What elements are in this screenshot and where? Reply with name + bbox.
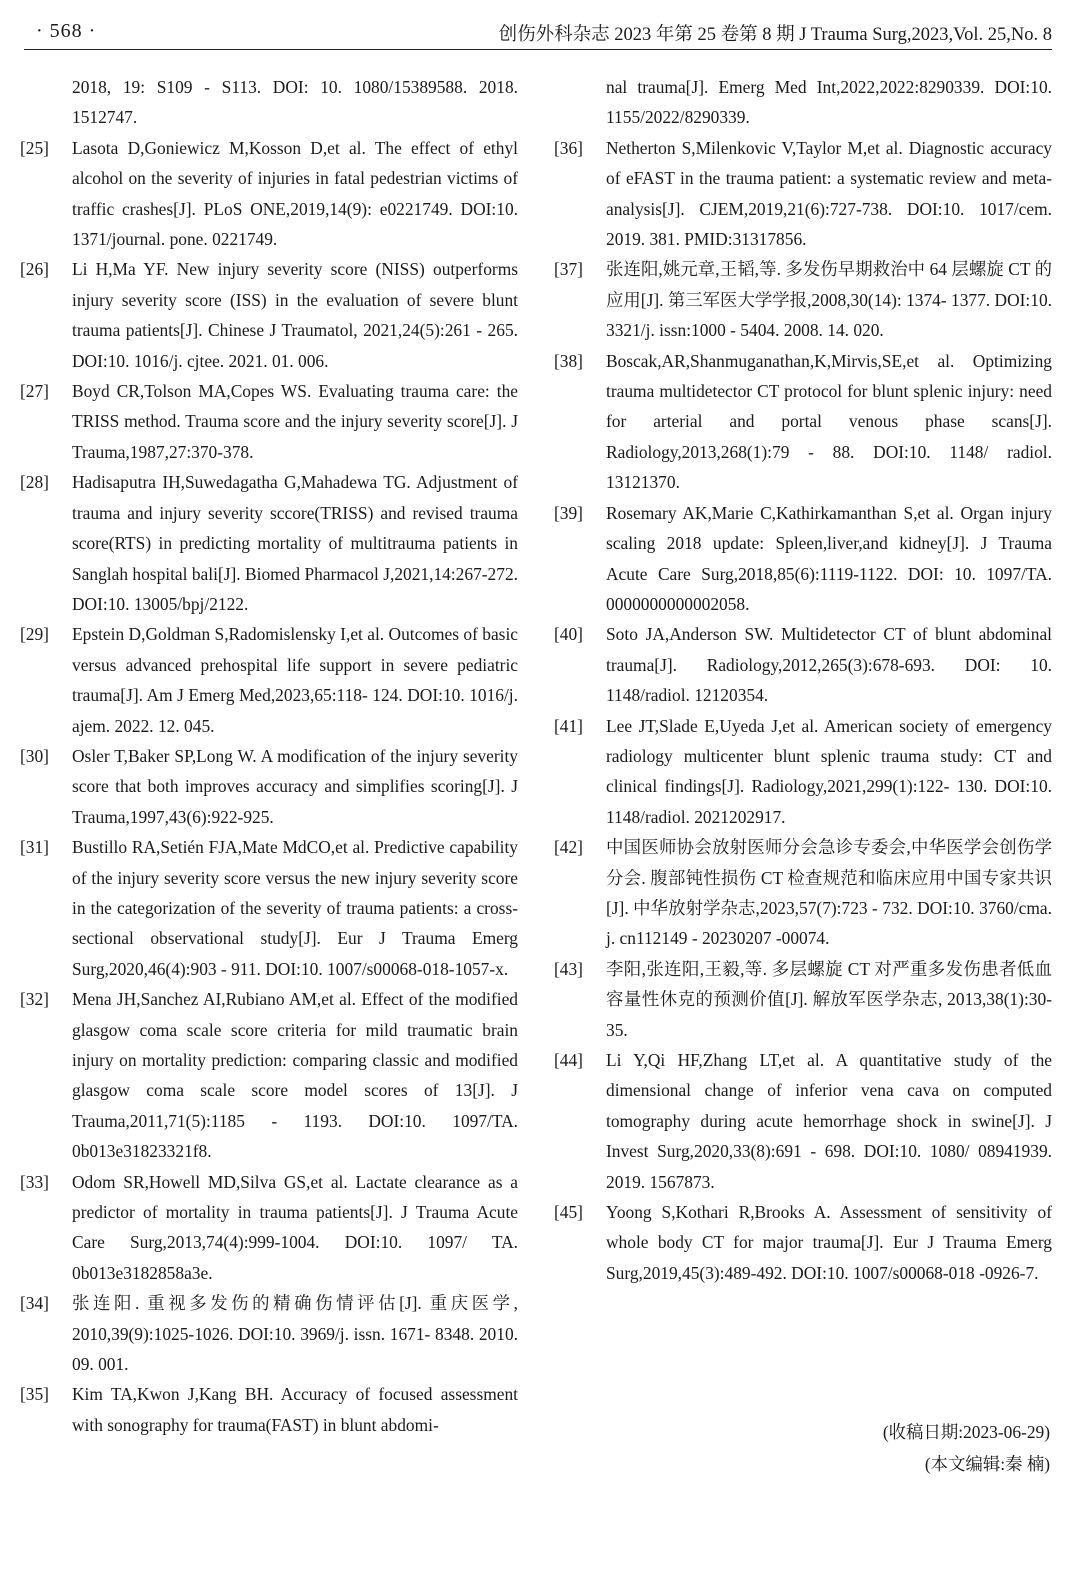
reference-text: Li H,Ma YF. New injury severity score (NISS) outperforms injury severity score (ISS) in the evaluation of severe blunt trauma patients[J]. Chinese J Traumatol, 2021,24(5):261 - 265. DOI:10. 1016/j. cjtee. 2021. 01. 006. [72, 259, 518, 371]
reference-text: Lasota D,Goniewicz M,Kosson D,et al. The effect of ethyl alcohol on the severity of injuries in fatal pedestrian victims of traffic crashes[J]. PLoS ONE,2019,14(9): e0221749. DOI:10. 1371/journal. pone. 0221749. [72, 137, 518, 250]
reference-continuation [20, 72, 518, 133]
reference-number: [29] [20, 624, 49, 645]
reference-number: [38] [554, 350, 583, 371]
reference-entry [20, 1288, 518, 1379]
reference-text: Li Y,Qi HF,Zhang LT,et al. A quantitative study of the dimensional change of inferior vena cava on computed tomography during acute hemorrhage shock in swine[J]. J Invest Surg,2020,33(8):691 - 698. DOI:10. 1080/ 08941939. 2019. 1567873. [606, 1050, 1052, 1192]
reference-number: [43] [554, 958, 583, 979]
reference-number: [42] [554, 837, 583, 858]
page-header [24, 18, 1052, 52]
reference-number: [44] [554, 1050, 583, 1070]
left-column [20, 72, 518, 1440]
reference-number: [26] [20, 259, 49, 280]
reference-text: Mena JH,Sanchez AI,Rubiano AM,et al. Effect of the modified glasgow coma scale score criteria for mild traumatic brain injury on mortality prediction: comparing classic and modified glasgow coma scale score model scores of 13[J]. J Trauma,2011,71(5):1185 - 1193. DOI:10. 1097/TA. 0b013e31823321f8. [72, 989, 518, 1162]
reference-entry [554, 619, 1052, 710]
reference-text: 张连阳. 重视多发伤的精确伤情评估[J]. 重庆医学, 2010,39(9):1025-1026. DOI:10. 3969/j. issn. 1671- 8348. 2010. 09. 001. [72, 1293, 518, 1375]
reference-entry [20, 254, 518, 376]
reference-text: 张连阳,姚元章,王韬,等. 多发伤早期救治中 64 层螺旋 CT 的应用[J]. 第三军医大学学报,2008,30(14): 1374- 1377. DOI:10. 3321/j. issn:1000 - 5404. 2008. 14. 020. [606, 259, 1052, 341]
reference-number: [35] [20, 1384, 49, 1405]
reference-text: Rosemary AK,Marie C,Kathirkamanthan S,et al. Organ injury scaling 2018 update: Spleen,liver,and kidney[J]. J Trauma Acute Care Surg,2018,85(6):1119-1122. DOI: 10. 1097/TA. 0000000000002058. [606, 502, 1052, 614]
reference-number: [25] [20, 137, 49, 158]
reference-entry [554, 832, 1052, 954]
reference-entry [20, 619, 518, 741]
reference-text: Boyd CR,Tolson MA,Copes WS. Evaluating trauma care: the TRISS method. Trauma score and the injury severity score[J]. J Trauma,1987,27:370-378. [72, 381, 518, 462]
reference-text: Netherton S,Milenkovic V,Taylor M,et al. Diagnostic accuracy of eFAST in the trauma patient: a systematic review and meta-analysis[J]. CJEM,2019,21(6):727-738. DOI:10. 1017/cem. 2019. 381. PMID:31317856. [606, 137, 1052, 250]
reference-number: [27] [20, 381, 49, 402]
reference-number: [32] [20, 989, 49, 1010]
reference-text: Yoong S,Kothari R,Brooks A. Assessment of sensitivity of whole body CT for major trauma[J]. Eur J Trauma Emerg Surg,2019,45(3):489-492. DOI:10. 1007/s00068-018 -0926-7. [606, 1202, 1052, 1283]
reference-entry [20, 741, 518, 832]
reference-entry [554, 133, 1052, 255]
editor-note: (本文编辑:秦 楠) [924, 1454, 1050, 1474]
reference-continuation [554, 72, 1052, 133]
reference-text: 2018, 19: S109 - S113. DOI: 10. 1080/15389588. 2018. 1512747. [72, 77, 518, 128]
reference-text: Osler T,Baker SP,Long W. A modification of the injury severity score that both improves accuracy and simplifies scoring[J]. J Trauma,1997,43(6):922-925. [72, 745, 518, 827]
article-footer [883, 1416, 1050, 1480]
reference-number: [45] [554, 1202, 583, 1223]
reference-number: [30] [20, 745, 49, 766]
reference-entry [554, 954, 1052, 1045]
reference-text: Kim TA,Kwon J,Kang BH. Accuracy of focused assessment with sonography for trauma(FAST) in blunt abdomi- [72, 1384, 518, 1435]
reference-entry [20, 1167, 518, 1289]
reference-number: [41] [554, 715, 583, 736]
reference-text: Lee JT,Slade E,Uyeda J,et al. American society of emergency radiology multicenter blunt splenic trauma study: CT and clinical findings[J]. Radiology,2021,299(1):122- 130. DOI:10. 1148/radiol. 2021202917. [606, 715, 1052, 827]
reference-entry [20, 832, 518, 984]
reference-number: [31] [20, 837, 49, 858]
right-column [554, 72, 1052, 1288]
reference-text: Bustillo RA,Setién FJA,Mate MdCO,et al. Predictive capability of the injury severity score versus the new injury severity score in the categorization of the severity of trauma patients: a cross-sectional observational study[J]. Eur J Trauma Emerg Surg,2020,46(4):903 - 911. DOI:10. 1007/s00068-018-1057-x. [72, 837, 518, 979]
reference-text: Epstein D,Goldman S,Radomislensky I,et al. Outcomes of basic versus advanced prehospital life support in severe pediatric trauma[J]. Am J Emerg Med,2023,65:118- 124. DOI:10. 1016/j. ajem. 2022. 12. 045. [72, 624, 518, 736]
reference-entry [20, 376, 518, 467]
reference-text: Soto JA,Anderson SW. Multidetector CT of blunt abdominal trauma[J]. Radiology,2012,265(3):678-693. DOI: 10. 1148/radiol. 12120354. [606, 624, 1052, 706]
reference-number: [36] [554, 137, 583, 158]
reference-entry [20, 467, 518, 619]
reference-entry [554, 346, 1052, 498]
reference-text: Odom SR,Howell MD,Silva GS,et al. Lactate clearance as a predictor of mortality in trauma patients[J]. J Trauma Acute Care Surg,2013,74(4):999-1004. DOI:10. 1097/ TA. 0b013e3182858a3e. [72, 1171, 518, 1283]
reference-number: [39] [554, 502, 583, 523]
reference-entry [20, 133, 518, 255]
header-rule [24, 49, 1052, 50]
reference-entry [554, 498, 1052, 620]
reference-text: Boscak,AR,Shanmuganathan,K,Mirvis,SE,et al. Optimizing trauma multidetector CT protocol for blunt splenic injury: need for arterial and portal venous phase scans[J]. Radiology,2013,268(1):79 - 88. DOI:10. 1148/ radiol. 13121370. [606, 350, 1052, 493]
reference-number: [34] [20, 1293, 49, 1314]
received-date: (收稿日期:2023-06-29) [882, 1422, 1050, 1442]
reference-number: [28] [20, 472, 49, 493]
reference-number: [40] [554, 624, 583, 645]
reference-text: 中国医师协会放射医师分会急诊专委会,中华医学会创伤学分会. 腹部钝性损伤 CT 检查规范和临床应用中国专家共识[J]. 中华放射学杂志,2023,57(7):723 - 732. DOI:10. 3760/cma. j. cn112149 - 20230207 -00074. [606, 837, 1052, 949]
reference-entry [20, 1379, 518, 1440]
reference-entry [554, 254, 1052, 345]
reference-text: Hadisaputra IH,Suwedagatha G,Mahadewa TG. Adjustment of trauma and injury severity sccore(TRISS) and revised trauma score(RTS) in predicting mortality of multitrauma patients in Sanglah hospital bali[J]. Biomed Pharmacol J,2021,14:267-272. DOI:10. 13005/bpj/2122. [72, 472, 518, 614]
reference-text: 李阳,张连阳,王毅,等. 多层螺旋 CT 对严重多发伤患者低血容量性休克的预测价值[J]. 解放军医学杂志, 2013,38(1):30-35. [606, 958, 1052, 1040]
reference-entry [554, 1197, 1052, 1288]
page-number: · 568 · [36, 20, 97, 42]
journal-citation-line: 创伤外科杂志 2023 年第 25 卷第 8 期 J Trauma Surg,2023,Vol. 25,No. 8 [498, 25, 1052, 45]
reference-number: [37] [554, 259, 583, 280]
reference-entry [20, 984, 518, 1166]
reference-entry [554, 1045, 1052, 1197]
reference-entry [554, 711, 1052, 833]
reference-number: [33] [20, 1171, 49, 1192]
reference-text: nal trauma[J]. Emerg Med Int,2022,2022:8290339. DOI:10. 1155/2022/8290339. [606, 77, 1052, 128]
